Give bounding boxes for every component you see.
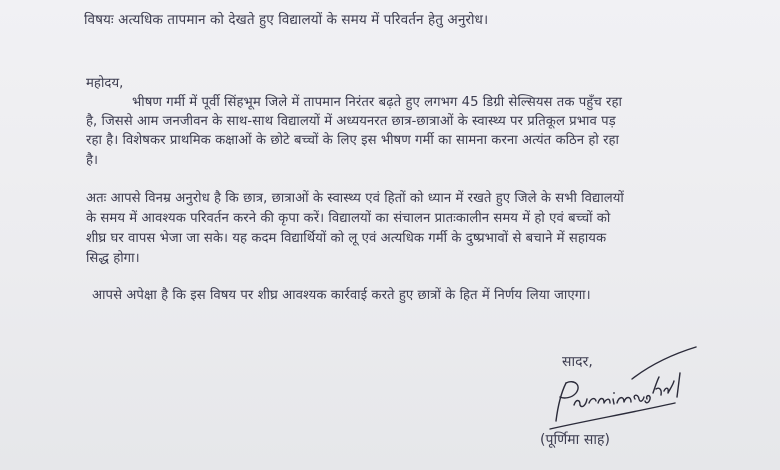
signatory-name: (पूर्णिमा साह) [540, 432, 610, 448]
letter-subject: विषयः अत्यधिक तापमान को देखते हुए विद्यालयों के समय में परिवर्तन हेतु अनुरोध। [84, 12, 489, 28]
paragraph-1-line: है, जिससे आम जनजीवन के साथ-साथ विद्यालयों में अध्ययनरत छात्र-छात्राओं के स्वास्थ्य पर प्रतिकूल प्रभाव पड़ [86, 114, 616, 129]
paragraph-2-line: सिद्ध होगा। [86, 251, 140, 266]
paragraph-2-line: अतः आपसे विनम्र अनुरोध है कि छात्र, छात्राओं के स्वास्थ्य एवं हितों को ध्यान में रखते हुए जिले के सभी विद्यालयों [86, 191, 624, 206]
letter-closing: सादर, [562, 354, 593, 370]
paragraph-1-line: भीषण गर्मी में पूर्वी सिंहभूम जिले में तापमान निरंतर बढ़ते हुए लगभग 45 डिग्री सेल्सियस तक पहुँच रहा [132, 95, 622, 110]
letter-salutation: महोदय, [86, 76, 124, 91]
handwritten-signature [540, 343, 710, 438]
paragraph-3-line: आपसे अपेक्षा है कि इस विषय पर शीघ्र आवश्यक कार्रवाई करते हुए छात्रों के हित में निर्णय लिया जाएगा। [92, 288, 591, 303]
paragraph-2-line: के समय में आवश्यक परिवर्तन करने की कृपा करें। विद्यालयों का संचालन प्रातःकालीन समय में हो एवं बच्चों को [86, 211, 611, 226]
paragraph-1-line: रहा है। विशेषकर प्राथमिक कक्षाओं के छोटे बच्चों के लिए इस भीषण गर्मी का सामना करना अत्यंत कठिन हो रहा [86, 133, 619, 148]
paragraph-1-line: है। [86, 153, 99, 168]
paragraph-2-line: शीघ्र घर वापस भेजा जा सके। यह कदम विद्यार्थियों को लू एवं अत्यधिक गर्मी के दुष्प्रभावों से बचाने में सहायक [86, 231, 607, 246]
